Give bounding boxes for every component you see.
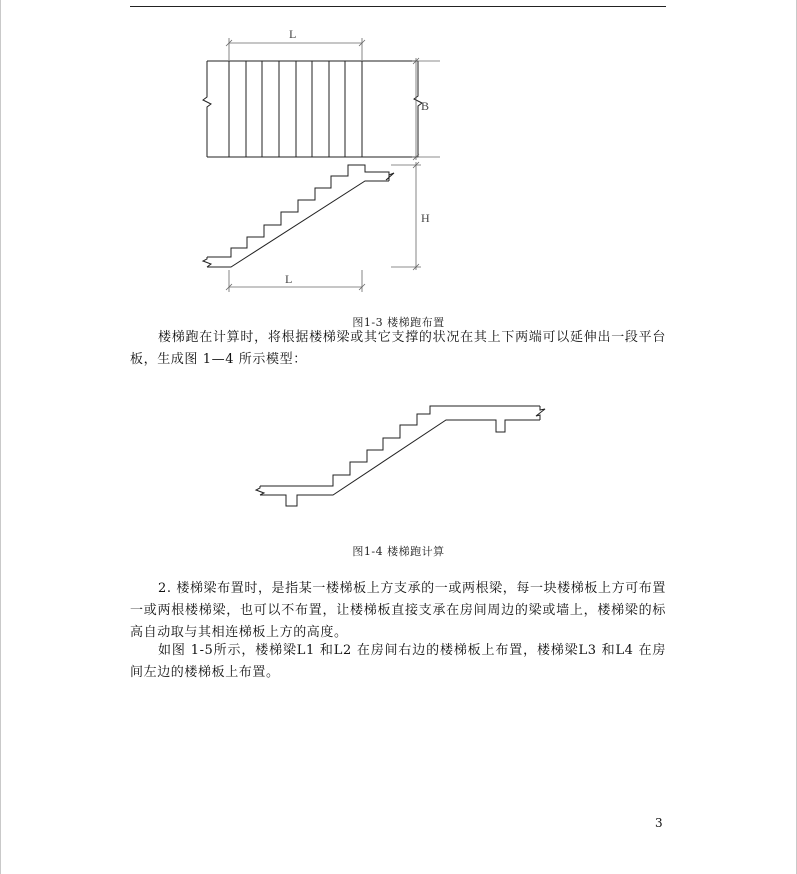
stair-plan-view xyxy=(203,61,422,157)
paragraph-figure-1-5-reference: 如图 1-5所示，楼梯梁L1 和L2 在房间右边的楼梯板上布置，楼梯梁L3 和L4 在房间左边的楼梯板上布置。 xyxy=(130,643,666,680)
dimension-l-top xyxy=(226,27,365,60)
label-l-bottom: L xyxy=(285,272,293,286)
header-rule xyxy=(130,6,666,7)
label-b: B xyxy=(421,99,430,113)
label-h: H xyxy=(421,211,430,225)
dimension-h xyxy=(391,162,430,270)
dimension-b xyxy=(412,58,440,160)
figure-1-3-caption: 图1-3 楼梯跑布置 xyxy=(352,316,445,329)
dimension-l-bottom xyxy=(226,270,365,292)
stair-elevation-view xyxy=(203,165,394,267)
figure-1-3-stair-run-layout xyxy=(190,22,450,297)
label-l-top: L xyxy=(289,27,297,41)
page-number: 3 xyxy=(655,816,663,830)
figure-1-4-caption: 图1-4 楼梯跑计算 xyxy=(352,545,445,558)
paragraph-stair-run-calculation: 楼梯跑在计算时，将根据楼梯梁或其它支撑的状况在其上下两端可以延伸出一段平台板，生成图 1—4 所示模型： xyxy=(130,330,666,367)
page-edge-left xyxy=(0,0,1,874)
paragraph-stair-beam-layout: 2. 楼梯梁布置时，是指某一楼梯板上方支承的一或两根梁，每一块楼梯板上方可布置一或两根楼梯梁，也可以不布置，让楼梯板直接支承在房间周边的梁或墙上，楼梯梁的标高自动取与其相连梯板上方的高度。 xyxy=(130,581,666,640)
figure-1-4-stair-run-calculation xyxy=(250,398,550,513)
